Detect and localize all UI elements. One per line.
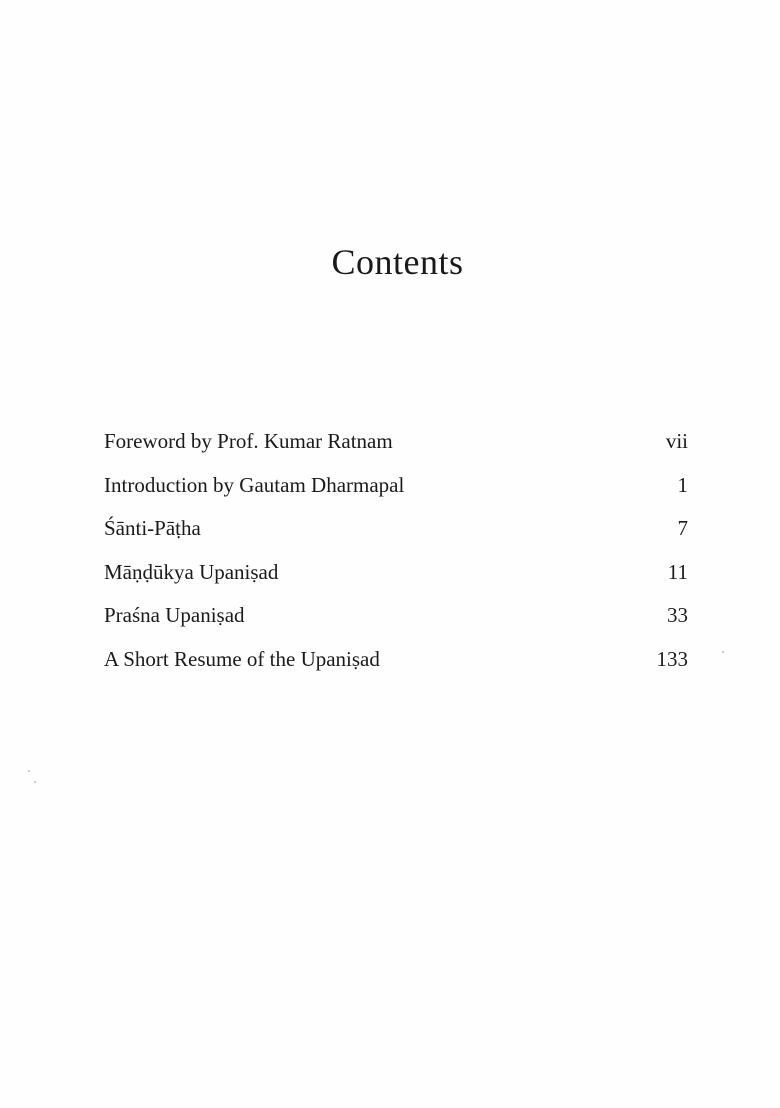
- toc-entry-page: vii: [665, 429, 688, 453]
- toc-entry: [104, 556, 688, 600]
- toc-entry-page: 33: [667, 603, 688, 627]
- toc-entry-page: 11: [667, 559, 688, 584]
- paper-speck: [34, 781, 36, 783]
- toc-entry-page: 133: [656, 646, 688, 671]
- toc-entry: [104, 599, 688, 643]
- toc-entry-page: 1: [677, 472, 688, 497]
- toc-entry: [104, 469, 688, 513]
- paper-speck: [28, 770, 30, 772]
- toc-entry-page: 7: [677, 516, 688, 540]
- toc-entry: [104, 512, 688, 556]
- page-title: Contents: [331, 242, 464, 282]
- table-of-contents: [104, 425, 688, 686]
- toc-entry-title: Praśna Upaniṣad: [104, 603, 245, 627]
- toc-entry-title: Māṇḍūkya Upaniṣad: [104, 559, 279, 584]
- toc-entry-title: Introduction by Gautam Dharmapal: [104, 472, 405, 497]
- toc-entry-title: Śānti-Pāṭha: [104, 516, 201, 540]
- toc-entry-title: A Short Resume of the Upaniṣad: [104, 646, 380, 671]
- toc-entry: [104, 425, 688, 469]
- toc-entry: [104, 643, 688, 687]
- paper-speck: [722, 651, 724, 653]
- toc-entry-title: Foreword by Prof. Kumar Ratnam: [104, 429, 393, 453]
